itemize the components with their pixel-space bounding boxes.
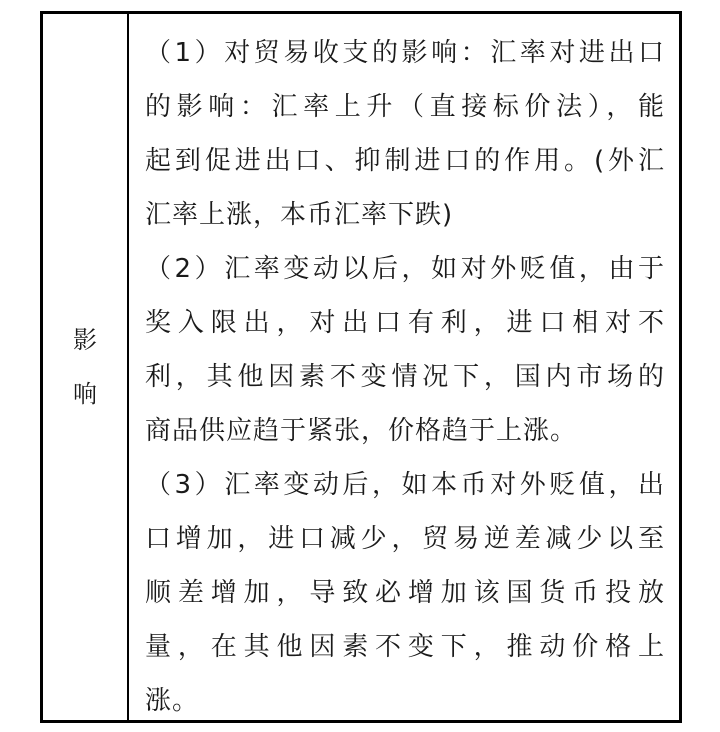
content-line: 奖入限出，对出口有利，进口相对不 xyxy=(145,308,665,338)
row-label-cell xyxy=(43,14,129,720)
content-line: 汇率上涨，本币汇率下跌) xyxy=(145,200,454,230)
content-line: 口增加，进口减少，贸易逆差减少以至 xyxy=(145,524,665,554)
content-line: 涨。 xyxy=(145,686,200,716)
content-line: 量，在其他因素不变下，推动价格上 xyxy=(145,632,665,662)
content-line: 顺差增加，导致必增加该国货币投放 xyxy=(145,578,665,608)
row-label-char: 响 xyxy=(73,380,97,408)
content-line: 商品供应趋于紧张，价格趋于上涨。 xyxy=(145,416,578,446)
content-line: 的影响：汇率上升（直接标价法），能 xyxy=(145,92,665,122)
content-line: 利，其他因素不变情况下，国内市场的 xyxy=(145,362,665,392)
content-cell xyxy=(129,14,679,720)
impact-table xyxy=(40,11,682,723)
content-line: 起到促进出口、抑制进口的作用。(外汇 xyxy=(145,146,665,176)
content-line: （1）对贸易收支的影响：汇率对进出口 xyxy=(145,38,665,68)
row-label-char: 影 xyxy=(73,326,97,354)
content-line: （3）汇率变动后，如本币对外贬值，出 xyxy=(145,470,665,500)
content-line: （2）汇率变动以后，如对外贬值，由于 xyxy=(145,254,665,284)
